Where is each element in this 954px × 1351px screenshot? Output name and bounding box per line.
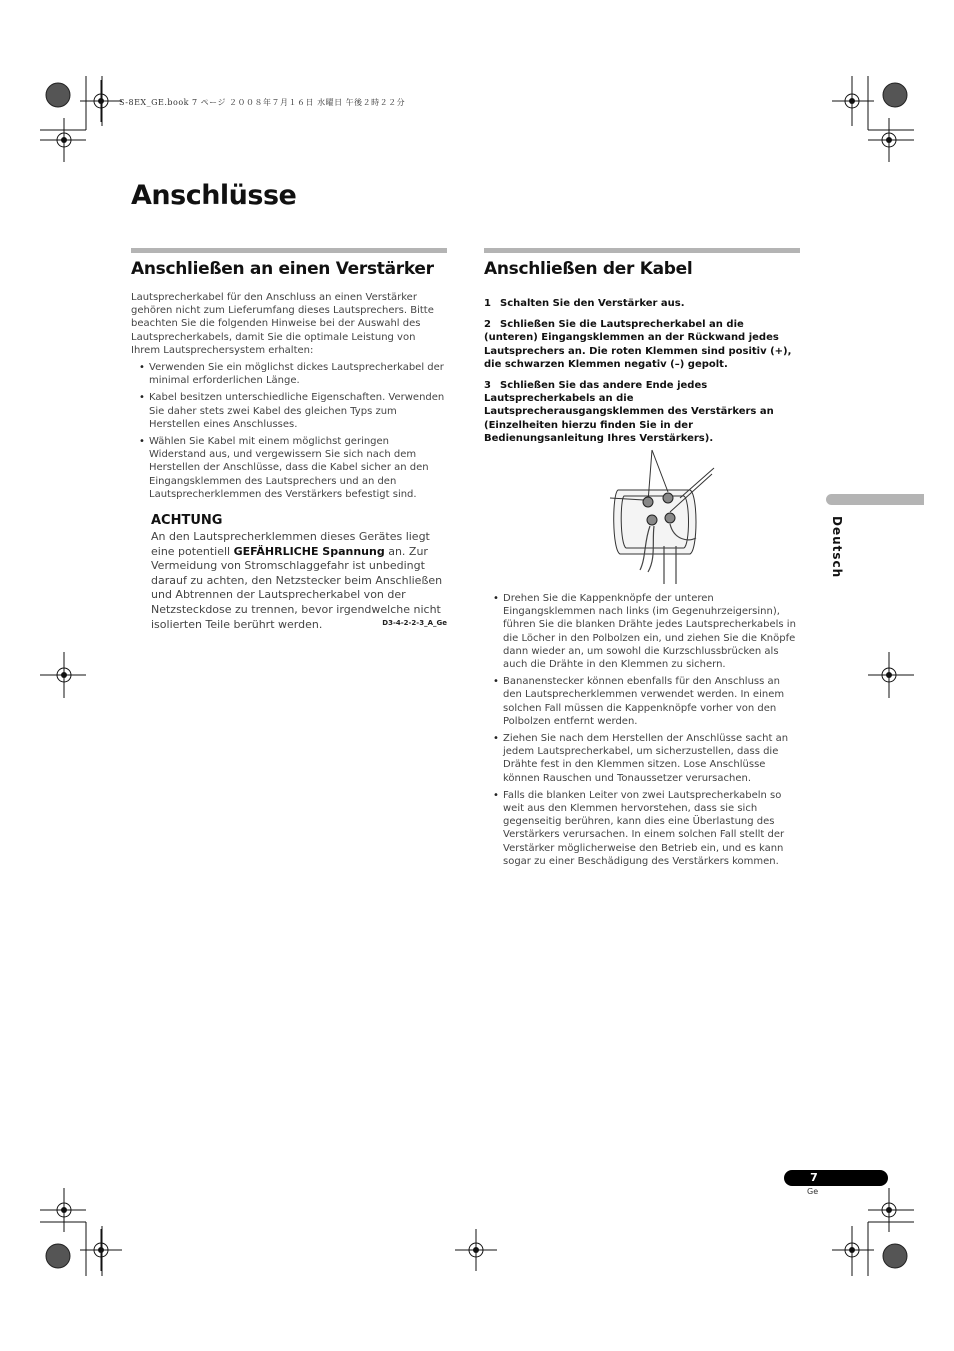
print-header-info: S-8EX_GE.book 7 ページ ２００８年７月１６日 水曜日 午後２時２２分 (119, 98, 406, 107)
speaker-terminal-illustration (604, 446, 720, 586)
page-number: 7 (810, 1171, 818, 1184)
list-item: • Kabel besitzen unterschiedliche Eigenschaften. Verwenden Sie daher stets zwei Kabel des gleichen Typs zum Herstellen eines Anschlusses. (131, 391, 447, 431)
step-number: 2 (484, 319, 491, 331)
caution-box (131, 513, 447, 632)
caution-heading: ACHTUNG (151, 513, 223, 529)
list-item: • Verwenden Sie ein möglichst dickes Lautsprecherkabel der minimal erforderlichen Länge. (131, 361, 447, 387)
list-item: • Bananenstecker können ebenfalls für den Anschluss an den Lautsprecherklemmen verwendet werden. In einem solchen Fall müssen die Kappenknöpfe vorher von den Polbolzen entfernt werden. (485, 675, 801, 728)
caution-text-end: an. Zur Vermeidung von Stromschlaggefahr ist unbedingt darauf zu achten, den Netzstecker beim Anschließen und Abtrennen der Lautsprecherkabel von der Netzsteckdose zu trennen, bevor irgendwelche nicht isolierten Teile berührt werden. (151, 544, 443, 631)
step-1 (484, 297, 800, 310)
list-item: • Falls die blanken Leiter von zwei Lautsprecherkabeln so weit aus den Klemmen hervorstehen, dass sie sich gegenseitig berühren, kann dies eine Überlastung des Verstärkers verursachen. In einem solchen Fall stellt der Verstärker möglicherweise den Betrieb ein, und es kann sogar zu einer Beschädigung des Verstärkers kommen. (485, 789, 801, 868)
section-heading-amplifier: Anschließen an einen Verstärker (131, 259, 434, 279)
section-bar (484, 248, 800, 253)
list-item: • Drehen Sie die Kappenknöpfe der unteren Eingangsklemmen nach links (im Gegenuhrzeigersinn), führen Sie die blanken Drähte jedes Lautsprecherkabels in die Löcher in den Polbolzen ein, und ziehen Sie die Knöpfe dann wieder an, um sowohl die Kurzschlussbrücken als auch die Drähte in den Klemmen zu sichern. (485, 592, 801, 671)
step-2 (484, 318, 800, 371)
right-column (484, 248, 800, 445)
caution-text-bold: GEFÄHRLICHE Spannung (233, 544, 385, 558)
document-code: D3-4-2-2-3_A_Ge (382, 618, 447, 627)
page-title: Anschlüsse (131, 180, 297, 211)
step-number: 1 (484, 298, 491, 309)
left-column (131, 248, 447, 632)
page-language-code: Ge (807, 1187, 819, 1196)
connection-notes (485, 592, 801, 872)
section-bar (131, 248, 447, 253)
language-tab (826, 494, 924, 505)
step-text: Schließen Sie die Lautsprecherkabel an die (unteren) Eingangsklemmen an der Rückwand jedes Lautsprechers an. Die roten Klemmen sind positiv (+), die schwarzen Klemmen negativ (–) gepolt. (484, 319, 792, 370)
list-item: • Wählen Sie Kabel mit einem möglichst geringen Widerstand aus, und vergewissern Sie sich nach dem Herstellen der Anschlüsse, dass die Kabel sicher an den Eingangsklemmen des Lautsprechers und an den Lautsprecherklemmen des Verstärkers befestigt sind. (131, 435, 447, 501)
section-heading-cables: Anschließen der Kabel (484, 259, 693, 279)
list-item: • Ziehen Sie nach dem Herstellen der Anschlüsse sacht an jedem Lautsprecherkabel, um sicherzustellen, dass die Drähte fest in den Klemmen sitzen. Lose Anschlüsse können Rauschen und Tonaussetzer verursachen. (485, 732, 801, 785)
language-label: Deutsch (830, 516, 844, 579)
step-text: Schalten Sie den Verstärker aus. (500, 298, 685, 309)
step-3 (484, 379, 800, 445)
step-number: 3 (484, 380, 491, 392)
intro-paragraph: Lautsprecherkabel für den Anschluss an einen Verstärker gehören nicht zum Lieferumfang dieses Lautsprechers. Bitte beachten Sie die folgenden Hinweise bei der Auswahl des Lautsprecherkabels, damit Sie die optimale Leistung von Ihrem Lautsprechersystem erhalten: (131, 292, 434, 356)
caution-text (151, 530, 447, 632)
cable-tips-list (131, 361, 447, 501)
caution-text-start: An den Lautsprecherklemmen dieses Gerätes liegt eine potentiell (151, 530, 430, 558)
connection-notes-list (485, 592, 801, 868)
step-text: Schließen Sie das andere Ende jedes Lautsprecherkabels an die Lautsprecherausgangsklemmen des Verstärkers an (Einzelheiten hierzu finden Sie in der Bedienungsanleitung Ihres Verstärkers). (484, 380, 774, 444)
